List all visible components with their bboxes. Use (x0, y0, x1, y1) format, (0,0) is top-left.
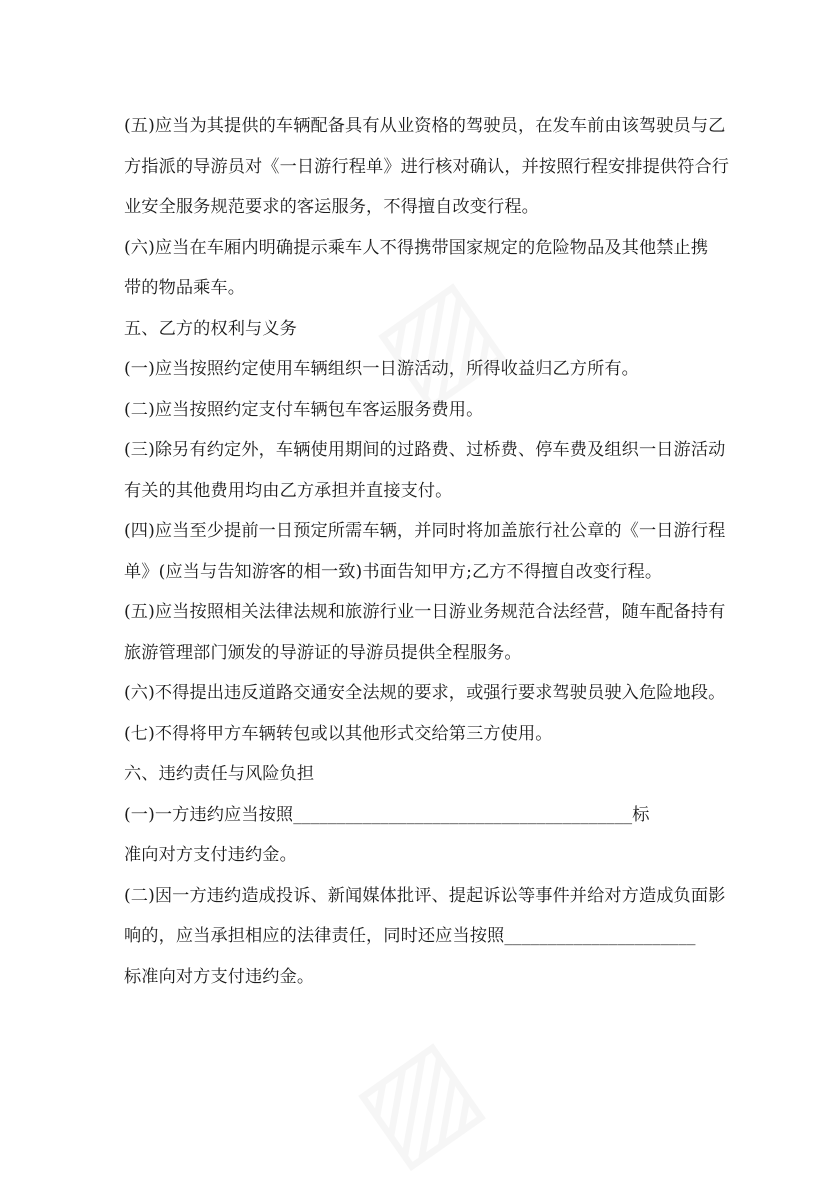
clause-line: 单》(应当与告知游客的相一致)书面告知甲方;乙方不得擅自改变行程。 (124, 561, 663, 582)
watermark-graphic (330, 1010, 503, 1189)
clause-line: (六)不得提出违反道路交通安全法规的要求，或强行要求驾驶员驶入危险地段。 (124, 683, 726, 703)
section-heading: 五、乙方的权利与义务 (124, 318, 297, 339)
clause-line: 标准向对方支付违约金。 (124, 966, 315, 987)
clause-line: 响的，应当承担相应的法律责任，同时还应当按照______________________ (124, 926, 696, 946)
clause-line: (七)不得将甲方车辆转包或以其他形式交给第三方使用。 (124, 723, 553, 744)
clause-line: (二)因一方违约造成投诉、新闻媒体批评、提起诉讼等事件并给对方造成负面影 (124, 885, 726, 906)
clause-line: (一)一方违约应当按照_______________________________________标 (124, 804, 650, 825)
clause-line: 业安全服务规范要求的客运服务，不得擅自改变行程。 (124, 197, 539, 217)
clause-line: (一)应当按照约定使用车辆组织一日游活动，所得收益归乙方所有。 (124, 359, 639, 379)
document-body (124, 106, 730, 997)
clause-line: 方指派的导游员对《一日游行程单》进行核对确认，并按照行程安排提供符合行 (124, 156, 730, 177)
clause-line: (六)应当在车厢内明确提示乘车人不得携带国家规定的危险物品及其他禁止携 (124, 237, 709, 258)
clause-line: (四)应当至少提前一日预定所需车辆，并同时将加盖旅行社公章的《一日游行程 (124, 521, 726, 541)
clause-line: 有关的其他费用均由乙方承担并直接支付。 (124, 480, 453, 501)
clause-line: 旅游管理部门颁发的导游证的导游员提供全程服务。 (124, 642, 522, 663)
clause-line: (五)应当按照相关法律法规和旅游行业一日游业务规范合法经营，随车配备持有 (124, 602, 726, 622)
clause-line: 带的物品乘车。 (124, 278, 246, 298)
clause-line: (二)应当按照约定支付车辆包车客运服务费用。 (124, 399, 484, 420)
clause-line: (三)除另有约定外，车辆使用期间的过路费、过桥费、停车费及组织一日游活动 (124, 440, 726, 460)
section-heading: 六、违约责任与风险负担 (124, 764, 315, 784)
clause-line: 准向对方支付违约金。 (124, 845, 297, 865)
clause-line: (五)应当为其提供的车辆配备具有从业资格的驾驶员，在发车前由该驾驶员与乙 (124, 116, 726, 136)
